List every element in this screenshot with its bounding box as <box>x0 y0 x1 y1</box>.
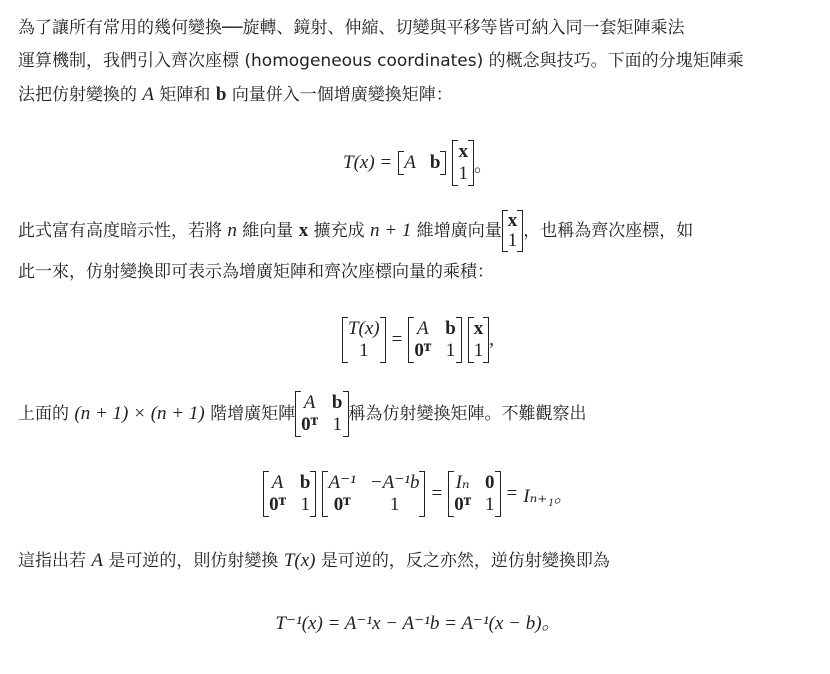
math-text: 1 <box>332 414 342 435</box>
math-text: Iₙ <box>455 472 470 493</box>
math-text: A <box>142 84 155 105</box>
math-text: T(x) <box>283 550 316 571</box>
equation-4 <box>18 608 818 635</box>
math-text: A⁻¹ <box>328 472 356 493</box>
math-text: −A⁻¹b <box>369 472 420 493</box>
math-text: 1 <box>458 163 468 184</box>
math-text: 0ᵀ <box>414 340 432 361</box>
math-text: n + 1 <box>370 220 412 241</box>
math-text: 法把仿射變換的 <box>18 85 137 105</box>
matrix <box>502 210 524 252</box>
paragraph-3 <box>18 388 818 440</box>
math-text: 0 <box>485 472 495 493</box>
matrix <box>322 471 425 517</box>
math-text: T⁻¹(x) = A⁻¹x − A⁻¹b = A⁻¹(x − b)。 <box>275 613 561 634</box>
math-text: 。 <box>473 154 493 176</box>
math-text: = <box>431 483 443 504</box>
matrix <box>263 471 316 517</box>
math-text: 0ᵀ <box>454 494 472 515</box>
math-text: 此式富有高度暗示性，若將 <box>18 221 222 241</box>
math-text: (n + 1) × (n + 1) <box>74 403 205 424</box>
math-text: 上面的 <box>18 404 69 424</box>
math-text: A <box>303 392 316 413</box>
math-text: 為了讓所有常用的幾何變換──旋轉、鏡射、伸縮、切變與平移等皆可納入同一套矩陣乘法 <box>18 18 685 38</box>
math-text: A <box>271 472 284 493</box>
math-text: 1 <box>473 340 484 361</box>
matrix <box>448 471 500 517</box>
matrix <box>408 317 461 363</box>
math-text: x <box>507 210 518 231</box>
math-text: = <box>391 329 403 350</box>
math-text: 1 <box>389 494 400 515</box>
math-text: T(x) = <box>343 152 393 173</box>
math-text: T(x) <box>347 318 380 339</box>
math-text: Iₙ₊₁。 <box>523 485 573 507</box>
math-text: 0ᵀ <box>269 494 286 515</box>
math-text: 階增廣矩陣 <box>210 404 296 424</box>
matrix <box>468 317 490 363</box>
equation-1 <box>18 138 818 188</box>
math-text: x <box>473 318 484 339</box>
math-text: 0ᵀ <box>333 494 351 515</box>
math-text: 此一來，仿射變換即可表示為增廣矩陣和齊次座標向量的乘積： <box>18 262 494 282</box>
math-text: 1 <box>359 340 369 361</box>
math-text: 這指出若 <box>18 551 86 571</box>
equation-3 <box>18 466 818 522</box>
paragraph-1 <box>18 12 818 112</box>
math-text: 是可逆的，則仿射變換 <box>108 551 279 571</box>
math-text: 是可逆的，反之亦然，逆仿射變換即為 <box>320 551 610 571</box>
math-text: A <box>91 550 104 571</box>
math-text: A <box>404 152 416 173</box>
math-text: 1 <box>507 230 518 251</box>
math-text: 運算機制，我們引入齊次座標 (homogeneous coordinates) 的概念與技巧。下面的分塊矩陣乘 <box>18 51 744 71</box>
paragraph-4 <box>18 544 818 578</box>
math-text: 矩陣和 <box>159 85 211 105</box>
math-text: , <box>489 329 495 350</box>
math-text: 0ᵀ <box>301 414 318 435</box>
math-text: x <box>458 141 468 162</box>
math-text: 1 <box>485 494 495 515</box>
paragraph-2 <box>18 210 818 292</box>
matrix <box>398 151 446 175</box>
math-text: ，也稱為齊次座標，如 <box>523 221 694 241</box>
equation-2 <box>18 312 818 368</box>
math-text: 維向量 <box>242 221 294 241</box>
math-text: 向量併入一個增廣變換矩陣： <box>231 85 453 105</box>
math-text: b <box>429 152 441 173</box>
math-text: b <box>299 472 311 493</box>
math-text: 1 <box>445 340 456 361</box>
math-text: 稱為仿射變換矩陣。不難觀察出 <box>348 404 587 424</box>
vector <box>452 140 474 186</box>
math-text: A <box>416 318 429 339</box>
math-text: b <box>445 318 456 339</box>
math-text: b <box>331 392 343 413</box>
math-text: b <box>215 84 227 105</box>
math-text: n <box>227 220 237 241</box>
document <box>18 12 818 635</box>
math-text: 擴充成 <box>313 221 365 241</box>
matrix <box>342 317 386 363</box>
math-text: x <box>298 220 309 241</box>
math-text: = <box>506 483 518 504</box>
math-text: 1 <box>300 494 310 515</box>
math-text: 維增廣向量 <box>416 221 502 241</box>
matrix <box>295 391 348 437</box>
